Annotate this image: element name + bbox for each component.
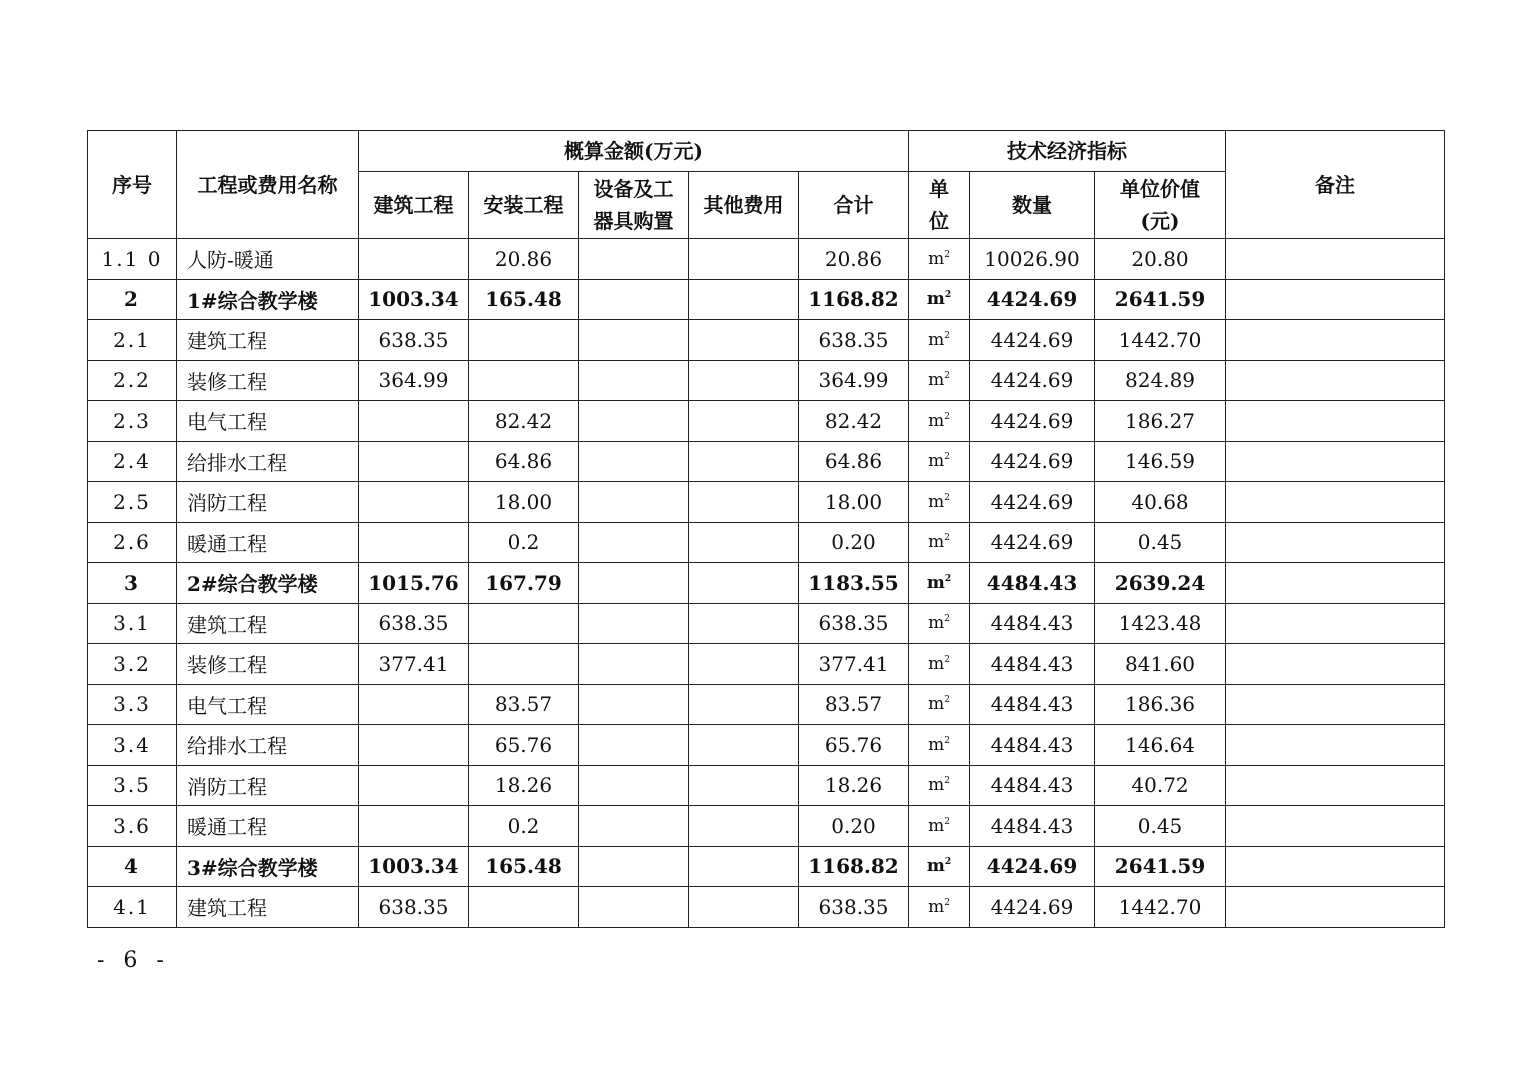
cell-installation: 20.86 xyxy=(469,239,579,280)
cell-name: 给排水工程 xyxy=(177,725,359,766)
cell-unit: $m^2$ xyxy=(909,684,970,725)
cell-installation: 83.57 xyxy=(469,684,579,725)
table-row xyxy=(88,360,1445,401)
cell-remark xyxy=(1226,279,1445,320)
cell-total: 638.35 xyxy=(799,887,909,928)
cell-unit: $m^2$ xyxy=(909,441,970,482)
cell-seq: 3.6 xyxy=(88,806,177,847)
cell-other xyxy=(689,725,799,766)
cell-name: 暖通工程 xyxy=(177,806,359,847)
cell-other xyxy=(689,644,799,685)
cell-unit: $m^2$ xyxy=(909,603,970,644)
cell-name: 人防-暖通 xyxy=(177,239,359,280)
cell-unit-price: 1442.70 xyxy=(1095,887,1226,928)
header-quantity: 数量 xyxy=(970,172,1095,239)
cell-name: 装修工程 xyxy=(177,360,359,401)
cell-unit-price: 2641.59 xyxy=(1095,846,1226,887)
cell-unit: $m^2$ xyxy=(909,522,970,563)
cell-seq: 4 xyxy=(88,846,177,887)
table-row xyxy=(88,441,1445,482)
cell-name: 消防工程 xyxy=(177,765,359,806)
cell-unit: $m^2$ xyxy=(909,320,970,361)
cell-quantity: 4424.69 xyxy=(970,522,1095,563)
cell-construction: 1003.34 xyxy=(359,846,469,887)
cell-quantity: 4484.43 xyxy=(970,684,1095,725)
cell-equipment xyxy=(579,441,689,482)
cell-construction: 638.35 xyxy=(359,887,469,928)
cell-name: 1#综合教学楼 xyxy=(177,279,359,320)
cell-name: 2#综合教学楼 xyxy=(177,563,359,604)
cell-installation xyxy=(469,320,579,361)
cell-remark xyxy=(1226,644,1445,685)
cell-quantity: 4424.69 xyxy=(970,320,1095,361)
cell-remark xyxy=(1226,482,1445,523)
table-row xyxy=(88,765,1445,806)
cell-total: 638.35 xyxy=(799,320,909,361)
cell-equipment xyxy=(579,725,689,766)
cell-equipment xyxy=(579,684,689,725)
table-row xyxy=(88,279,1445,320)
cell-equipment xyxy=(579,482,689,523)
cell-unit-price: 1442.70 xyxy=(1095,320,1226,361)
cell-seq: 2.2 xyxy=(88,360,177,401)
cell-construction xyxy=(359,482,469,523)
cell-unit: $m^2$ xyxy=(909,239,970,280)
cell-other xyxy=(689,846,799,887)
cell-equipment xyxy=(579,887,689,928)
header-name: 工程或费用名称 xyxy=(177,131,359,239)
cell-name: 消防工程 xyxy=(177,482,359,523)
cell-unit: $m^2$ xyxy=(909,725,970,766)
cell-unit: $m^2$ xyxy=(909,401,970,442)
page-number: - 6 - xyxy=(97,948,170,973)
cell-other xyxy=(689,482,799,523)
cell-name: 建筑工程 xyxy=(177,603,359,644)
cell-remark xyxy=(1226,360,1445,401)
cell-seq: 3.4 xyxy=(88,725,177,766)
cell-quantity: 10026.90 xyxy=(970,239,1095,280)
cell-construction: 377.41 xyxy=(359,644,469,685)
cell-seq: 3 xyxy=(88,563,177,604)
cell-unit-price: 40.68 xyxy=(1095,482,1226,523)
cell-installation: 82.42 xyxy=(469,401,579,442)
table-row xyxy=(88,725,1445,766)
cell-installation: 0.2 xyxy=(469,806,579,847)
cell-seq: 2.1 xyxy=(88,320,177,361)
header-equipment: 设备及工 器具购置 xyxy=(579,172,689,239)
cell-unit-price: 2641.59 xyxy=(1095,279,1226,320)
table-row xyxy=(88,644,1445,685)
header-budget-group: 概算金额(万元) xyxy=(359,131,909,172)
cell-unit-price: 186.36 xyxy=(1095,684,1226,725)
cell-construction xyxy=(359,684,469,725)
cell-name: 装修工程 xyxy=(177,644,359,685)
cell-unit-price: 40.72 xyxy=(1095,765,1226,806)
cell-quantity: 4484.43 xyxy=(970,725,1095,766)
cell-other xyxy=(689,441,799,482)
cell-equipment xyxy=(579,360,689,401)
cell-other xyxy=(689,603,799,644)
cell-quantity: 4424.69 xyxy=(970,279,1095,320)
cell-construction xyxy=(359,441,469,482)
cell-installation xyxy=(469,603,579,644)
cell-remark xyxy=(1226,846,1445,887)
cell-construction xyxy=(359,725,469,766)
cell-other xyxy=(689,239,799,280)
header-construction: 建筑工程 xyxy=(359,172,469,239)
cell-unit: $m^2$ xyxy=(909,806,970,847)
cell-other xyxy=(689,887,799,928)
table-body xyxy=(88,239,1445,928)
cell-quantity: 4424.69 xyxy=(970,441,1095,482)
cell-equipment xyxy=(579,765,689,806)
cell-other xyxy=(689,401,799,442)
cell-total: 1168.82 xyxy=(799,279,909,320)
cell-equipment xyxy=(579,401,689,442)
cell-seq: 2.3 xyxy=(88,401,177,442)
cell-construction: 1003.34 xyxy=(359,279,469,320)
cell-name: 建筑工程 xyxy=(177,320,359,361)
cell-other xyxy=(689,765,799,806)
cell-total: 0.20 xyxy=(799,522,909,563)
cell-total: 18.00 xyxy=(799,482,909,523)
table-row xyxy=(88,806,1445,847)
cell-other xyxy=(689,563,799,604)
cell-name: 给排水工程 xyxy=(177,441,359,482)
table-row xyxy=(88,846,1445,887)
cell-other xyxy=(689,279,799,320)
cell-remark xyxy=(1226,603,1445,644)
table-row xyxy=(88,563,1445,604)
cell-seq: 1.1 0 xyxy=(88,239,177,280)
cell-unit-price: 146.64 xyxy=(1095,725,1226,766)
cell-unit: $m^2$ xyxy=(909,482,970,523)
cell-remark xyxy=(1226,401,1445,442)
table-row xyxy=(88,320,1445,361)
header-total: 合计 xyxy=(799,172,909,239)
cell-quantity: 4484.43 xyxy=(970,644,1095,685)
cell-unit: $m^2$ xyxy=(909,887,970,928)
cell-installation: 18.26 xyxy=(469,765,579,806)
cell-remark xyxy=(1226,441,1445,482)
cell-total: 638.35 xyxy=(799,603,909,644)
cell-name: 3#综合教学楼 xyxy=(177,846,359,887)
cell-installation: 65.76 xyxy=(469,725,579,766)
cell-seq: 3.5 xyxy=(88,765,177,806)
cell-equipment xyxy=(579,806,689,847)
table-row xyxy=(88,603,1445,644)
table-row xyxy=(88,482,1445,523)
cell-unit-price: 0.45 xyxy=(1095,806,1226,847)
cell-equipment xyxy=(579,603,689,644)
cell-unit: $m^2$ xyxy=(909,765,970,806)
cell-construction: 638.35 xyxy=(359,320,469,361)
cell-unit-price: 841.60 xyxy=(1095,644,1226,685)
cell-quantity: 4424.69 xyxy=(970,887,1095,928)
cell-total: 1168.82 xyxy=(799,846,909,887)
cell-quantity: 4424.69 xyxy=(970,846,1095,887)
header-seq: 序号 xyxy=(88,131,177,239)
cell-installation xyxy=(469,887,579,928)
cell-total: 0.20 xyxy=(799,806,909,847)
cell-equipment xyxy=(579,279,689,320)
cell-quantity: 4484.43 xyxy=(970,806,1095,847)
cell-seq: 3.2 xyxy=(88,644,177,685)
cell-equipment xyxy=(579,320,689,361)
cell-name: 建筑工程 xyxy=(177,887,359,928)
cell-total: 64.86 xyxy=(799,441,909,482)
cell-unit-price: 0.45 xyxy=(1095,522,1226,563)
cell-total: 18.26 xyxy=(799,765,909,806)
header-unit: 单 位 xyxy=(909,172,970,239)
cell-total: 377.41 xyxy=(799,644,909,685)
cell-total: 1183.55 xyxy=(799,563,909,604)
cell-unit-price: 20.80 xyxy=(1095,239,1226,280)
cell-total: 82.42 xyxy=(799,401,909,442)
cell-unit-price: 824.89 xyxy=(1095,360,1226,401)
cell-installation: 18.00 xyxy=(469,482,579,523)
cell-unit: $m^2$ xyxy=(909,644,970,685)
cell-other xyxy=(689,684,799,725)
cell-construction: 638.35 xyxy=(359,603,469,644)
cell-remark xyxy=(1226,239,1445,280)
cell-construction xyxy=(359,401,469,442)
cell-construction xyxy=(359,765,469,806)
cell-quantity: 4424.69 xyxy=(970,401,1095,442)
cell-unit-price: 1423.48 xyxy=(1095,603,1226,644)
cell-name: 暖通工程 xyxy=(177,522,359,563)
cell-construction: 364.99 xyxy=(359,360,469,401)
cell-installation: 64.86 xyxy=(469,441,579,482)
cell-unit-price: 2639.24 xyxy=(1095,563,1226,604)
cell-quantity: 4424.69 xyxy=(970,360,1095,401)
cell-seq: 2.4 xyxy=(88,441,177,482)
cell-unit: $m^2$ xyxy=(909,360,970,401)
cell-seq: 2.5 xyxy=(88,482,177,523)
cell-equipment xyxy=(579,644,689,685)
cell-seq: 2 xyxy=(88,279,177,320)
header-installation: 安装工程 xyxy=(469,172,579,239)
cell-equipment xyxy=(579,239,689,280)
table-row xyxy=(88,887,1445,928)
cell-equipment xyxy=(579,522,689,563)
cell-name: 电气工程 xyxy=(177,401,359,442)
cell-construction xyxy=(359,522,469,563)
cell-installation: 165.48 xyxy=(469,846,579,887)
header-remark: 备注 xyxy=(1226,131,1445,239)
cell-installation xyxy=(469,644,579,685)
cell-total: 364.99 xyxy=(799,360,909,401)
table-row xyxy=(88,401,1445,442)
cell-seq: 3.1 xyxy=(88,603,177,644)
header-other: 其他费用 xyxy=(689,172,799,239)
cell-installation: 165.48 xyxy=(469,279,579,320)
cell-remark xyxy=(1226,806,1445,847)
cell-construction xyxy=(359,239,469,280)
cell-unit: $m^2$ xyxy=(909,279,970,320)
cell-seq: 2.6 xyxy=(88,522,177,563)
cell-name: 电气工程 xyxy=(177,684,359,725)
header-tech-group: 技术经济指标 xyxy=(909,131,1226,172)
cell-quantity: 4424.69 xyxy=(970,482,1095,523)
cell-remark xyxy=(1226,887,1445,928)
table-row xyxy=(88,684,1445,725)
cell-installation xyxy=(469,360,579,401)
cell-construction xyxy=(359,806,469,847)
cell-installation: 0.2 xyxy=(469,522,579,563)
cell-other xyxy=(689,806,799,847)
cell-quantity: 4484.43 xyxy=(970,765,1095,806)
cell-total: 83.57 xyxy=(799,684,909,725)
cell-total: 65.76 xyxy=(799,725,909,766)
cell-quantity: 4484.43 xyxy=(970,603,1095,644)
cell-unit-price: 186.27 xyxy=(1095,401,1226,442)
cell-installation: 167.79 xyxy=(469,563,579,604)
cell-equipment xyxy=(579,563,689,604)
cell-remark xyxy=(1226,684,1445,725)
cell-seq: 4.1 xyxy=(88,887,177,928)
table-row xyxy=(88,239,1445,280)
cell-remark xyxy=(1226,725,1445,766)
cell-seq: 3.3 xyxy=(88,684,177,725)
budget-estimate-table xyxy=(87,130,1445,928)
table-row xyxy=(88,522,1445,563)
cell-other xyxy=(689,360,799,401)
cell-remark xyxy=(1226,765,1445,806)
cell-remark xyxy=(1226,563,1445,604)
cell-other xyxy=(689,320,799,361)
cell-construction: 1015.76 xyxy=(359,563,469,604)
cell-unit: $m^2$ xyxy=(909,563,970,604)
cell-other xyxy=(689,522,799,563)
cell-equipment xyxy=(579,846,689,887)
cell-quantity: 4484.43 xyxy=(970,563,1095,604)
cell-unit-price: 146.59 xyxy=(1095,441,1226,482)
cell-unit: $m^2$ xyxy=(909,846,970,887)
cell-remark xyxy=(1226,522,1445,563)
cell-remark xyxy=(1226,320,1445,361)
header-unit-price: 单位价值 (元) xyxy=(1095,172,1226,239)
cell-total: 20.86 xyxy=(799,239,909,280)
